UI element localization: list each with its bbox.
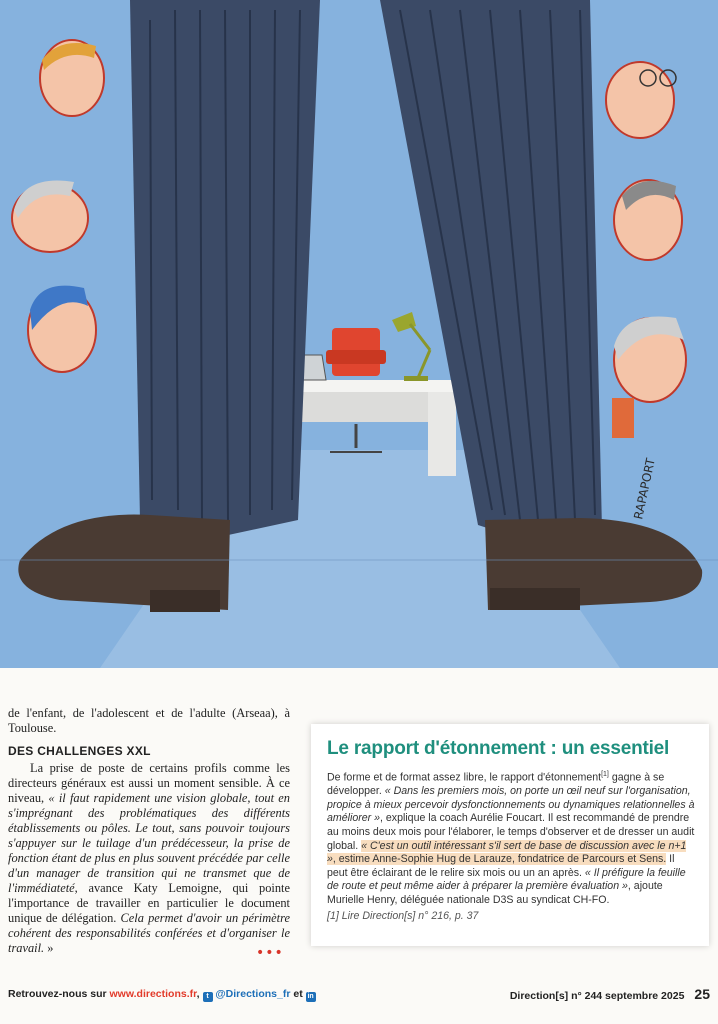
section-heading: DES CHALLENGES XXL (8, 744, 151, 758)
peeking-people-left (12, 40, 104, 372)
footer-social (8, 988, 316, 1002)
linkedin-icon[interactable]: in (307, 993, 314, 1000)
footer-prefix: Retrouvez-nous sur (8, 988, 110, 1000)
footer-separator: , (196, 988, 203, 1000)
continued-text: de l'enfant, de l'adolescent et de l'adulte (Arseaa), à Toulouse. (8, 706, 290, 735)
box-text: , estime Anne-Sophie Hug de Larauze, fondatrice de Parcours et Sens. (332, 853, 667, 866)
box-text: Il peut être éclairant de le relire six mois ou un an après. (327, 853, 675, 879)
quote-text: Cela permet d'avoir un périmètre cohérent des responsabilités conférées et d'organiser le travail. (8, 911, 290, 955)
footer-separator: et (290, 988, 306, 1000)
section-body (8, 761, 290, 956)
body-text: , avance Katy Lemoigne, qui pointe l'importance de travailler en particulier le document unique de délégation. (8, 881, 290, 925)
box-quote: « Dans les premiers mois, on porte un œil neuf sur l'organisation, propice à mieux percevoir dysfonctionnements ou dynamiques relationnelles à améliorer » (327, 785, 695, 825)
body-text: La prise de poste de certains profils comme les directeurs généraux est aussi un moment sensible. À ce niveau, (8, 761, 290, 805)
sidebar-box (311, 724, 709, 946)
continued-marker: ••• (256, 945, 284, 961)
page-footer (8, 986, 710, 1004)
magazine-issue: Direction[s] n° 244 septembre 2025 (509, 990, 685, 1002)
box-title: Le rapport d'étonnement : un essentiel (327, 738, 670, 759)
quote-text: « il faut rapidement une vision globale, tout en s'imprégnant des problématiques des différents établissements ou pôles. Le tout, sans pouvoir toujours s'appuyer sur le tuilage d'un prédécesseur, la prise de fonction étant de plus en plus souvent précédée par celle d'un manager de transition qui ne transmet que de l'immédiateté (8, 791, 290, 895)
footer-issue (510, 986, 710, 1002)
box-text: De forme et de format assez libre, le rapport d'étonnement (327, 771, 602, 784)
box-body (327, 768, 697, 924)
twitter-link[interactable]: @Directions_fr (215, 988, 291, 1000)
box-quote: « C'est un outil intéressant s'il sert de base de discussion avec le n+1 » (327, 839, 687, 866)
website-link[interactable]: www.directions.fr (109, 988, 197, 1000)
box-paragraph (327, 768, 697, 907)
box-text: gagne à se développer. (327, 771, 665, 798)
quote-end: » (44, 941, 54, 955)
box-text: , explique la coach Aurélie Foucart. Il est recommandé de prendre au moins deux mois pour l'élaborer, le temps d'observer et de dresser un audit global. (327, 812, 695, 852)
box-text: , ajoute Murielle Henry, déléguée nationale D3S au syndicat CH-FO. (327, 880, 663, 906)
illustrator-signature: RAPAPORT (631, 456, 658, 521)
box-footnote: [1] Lire Direction[s] n° 216, p. 37 (327, 910, 479, 923)
footnote-ref: [1] (601, 771, 609, 778)
article-left-column (8, 706, 290, 956)
page-number: 25 (694, 986, 710, 1002)
peeking-people-right (606, 62, 686, 438)
box-quote: « Il préfigure la feuille de route et peut même aider à préparer la première évaluation » (327, 866, 686, 893)
twitter-icon: t (203, 992, 213, 1002)
highlighted-passage (327, 840, 686, 866)
